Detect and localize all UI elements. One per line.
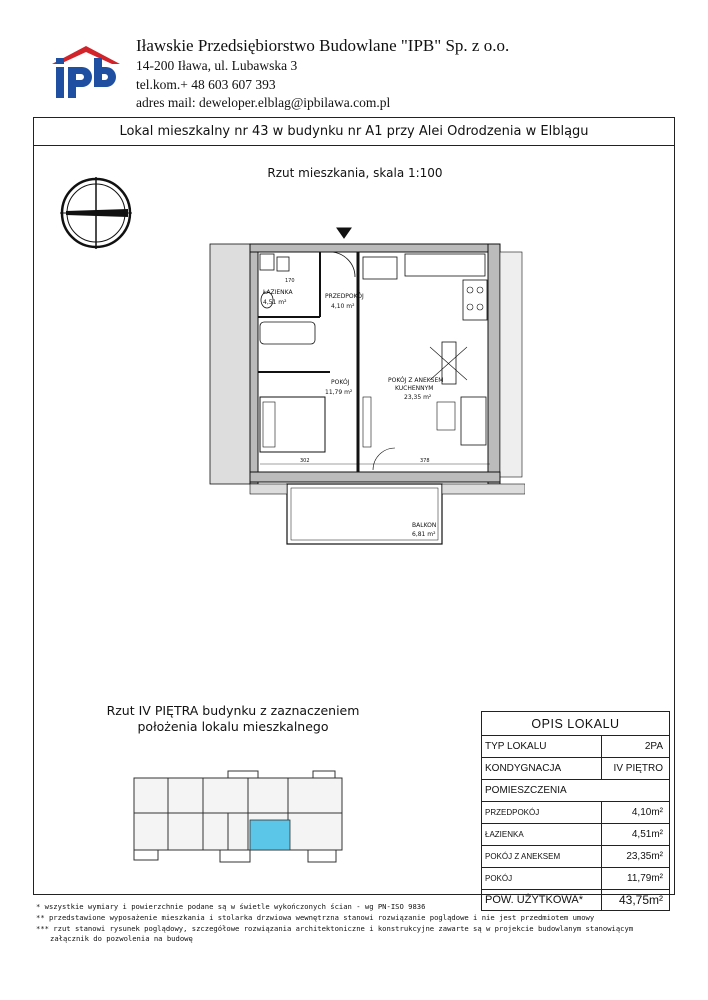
pomieszczenia-label: POMIESZCZENIA <box>482 780 670 802</box>
room-row-area: 23,35m² <box>602 846 670 868</box>
room-row-name: POKÓJ Z ANEKSEM <box>482 846 602 868</box>
dim-378: 378 <box>420 458 430 464</box>
company-name: Iławskie Przedsiębiorstwo Budowlane "IPB" Sp. z o.o. <box>136 36 510 55</box>
footnotes <box>36 902 686 945</box>
plan-caption: Rzut mieszkania, skala 1:100 <box>267 166 443 180</box>
opis-header: OPIS LOKALU <box>482 712 670 736</box>
room-row-name: PRZEDPOKÓJ <box>482 802 602 824</box>
north-arrow-icon <box>58 175 134 251</box>
company-address: 14-200 Iława, ul. Lubawska 3 <box>136 58 298 73</box>
room-przedpokoj-name: PRZEDPOKÓJ <box>325 293 364 300</box>
ipb-logo <box>50 44 122 100</box>
floor-caption-line1: Rzut IV PIĘTRA budynku z zaznaczeniem <box>106 703 360 718</box>
room-balkon-area: 6,81 m² <box>412 531 436 538</box>
kondygnacja-value: IV PIĘTRO <box>602 758 670 780</box>
room-row-name: ŁAZIENKA <box>482 824 602 846</box>
room-pokoj-name: POKÓJ <box>331 379 350 386</box>
room-pokoj-area: 11,79 m² <box>325 389 353 396</box>
document-title: Lokal mieszkalny nr 43 w budynku nr A1 przy Alei Odrodzenia w Elblągu <box>33 117 675 146</box>
room-aneks-name2: KUCHENNYM <box>395 385 434 392</box>
apartment-plan <box>205 222 525 552</box>
dim-170: 170 <box>285 278 295 284</box>
room-row-name: POKÓJ <box>482 868 602 890</box>
typ-label: TYP LOKALU <box>482 736 602 758</box>
room-lazienka-name: ŁAZIENKA <box>263 289 293 296</box>
room-aneks-name: POKÓJ Z ANEKSEM <box>388 377 444 384</box>
kondygnacja-label: KONDYGNACJA <box>482 758 602 780</box>
floor-caption-line2: położenia lokalu mieszkalnego <box>137 719 329 734</box>
room-row-area: 11,79m² <box>602 868 670 890</box>
floor-overview-plan <box>128 768 348 868</box>
total-label: POW. UŻYTKOWA* <box>482 890 602 911</box>
dim-302: 302 <box>300 458 310 464</box>
svg-text:ipb: ipb <box>50 44 52 45</box>
footnote: załącznik do pozwolenia na budowę <box>50 934 193 944</box>
room-row-area: 4,10m² <box>602 802 670 824</box>
company-phone: tel.kom.+ 48 603 607 393 <box>136 77 276 92</box>
room-lazienka-area: 4,51 m² <box>263 299 287 306</box>
opis-lokalu-table <box>481 711 670 911</box>
room-aneks-area: 23,35 m² <box>404 394 432 401</box>
footnote: *** rzut stanowi rysunek poglądowy, szczegółowe rozwiązania architektoniczne i konstrukcyjne zawarte są w projekcie budowlanym stanowiącym <box>36 923 634 933</box>
footnote: ** przedstawione wyposażenie mieszkania i stolarka drzwiowa wewnętrzna stanowi rozwiązanie poglądowe i nie jest przedmiotem umowy <box>36 912 595 922</box>
total-value: 43,75m² <box>602 890 670 911</box>
footnote: * wszystkie wymiary i powierzchnie podane są w świetle wykończonych ścian - wg PN-ISO 9836 <box>36 902 426 911</box>
typ-value: 2PA <box>602 736 670 758</box>
company-email: adres mail: deweloper.elblag@ipbilawa.com.pl <box>136 95 391 110</box>
room-balkon-name: BALKON <box>412 522 437 529</box>
room-row-area: 4,51m² <box>602 824 670 846</box>
room-przedpokoj-area: 4,10 m² <box>331 303 355 310</box>
